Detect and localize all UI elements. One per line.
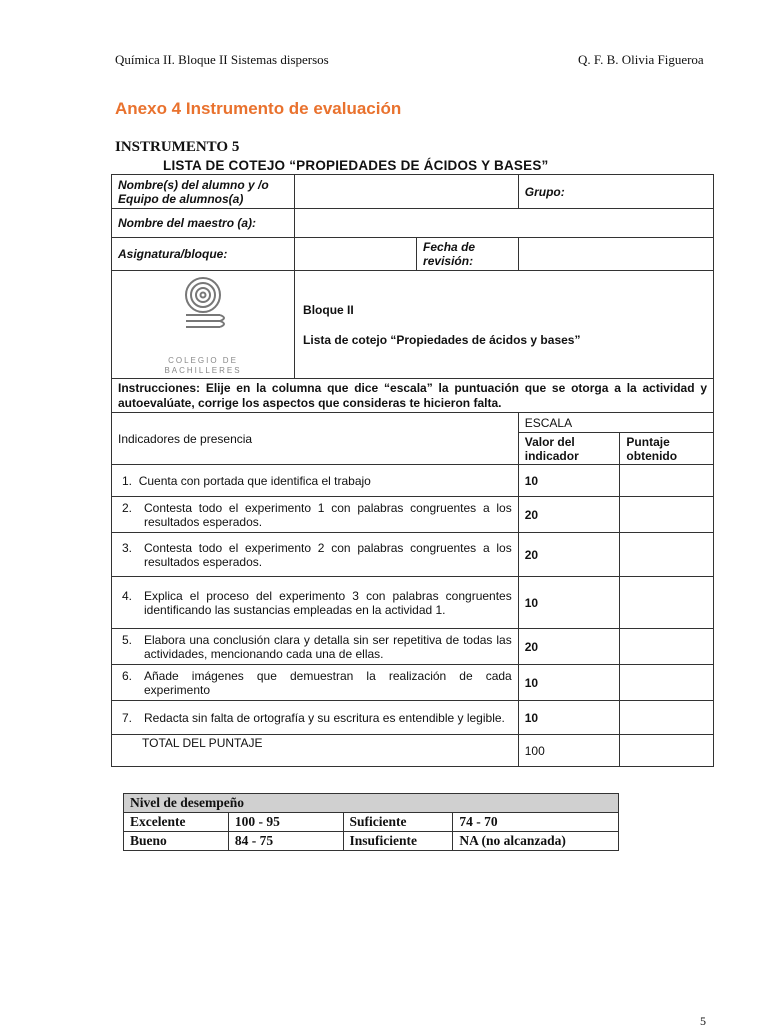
indicator-value: 20: [518, 497, 620, 533]
teacher-label: Nombre del maestro (a):: [112, 209, 295, 238]
indicator-text: [112, 701, 519, 735]
date-field[interactable]: [518, 238, 713, 271]
student-label: Nombre(s) del alumno y /o Equipo de alumnos(a): [112, 175, 295, 209]
indicator-value: 10: [518, 701, 620, 735]
level-range: NA (no alcanzada): [453, 832, 619, 851]
indicator-value: 10: [518, 577, 620, 629]
performance-row: [124, 813, 619, 832]
indicator-number: 6.: [122, 668, 133, 683]
performance-title: Nivel de desempeño: [124, 794, 619, 813]
indicator-desc: Contesta todo el experimento 1 con palabras congruentes a los resultados esperados.: [144, 500, 512, 529]
indicators-header: Indicadores de presencia: [112, 413, 519, 465]
indicator-score[interactable]: [620, 533, 714, 577]
total-value: 100: [518, 735, 620, 767]
indicator-score[interactable]: [620, 497, 714, 533]
level-range: 84 - 75: [228, 832, 343, 851]
performance-table: [123, 793, 619, 851]
indicator-number: 5.: [122, 632, 133, 647]
indicator-text: [112, 533, 519, 577]
indicator-row: [112, 465, 714, 497]
indicator-desc: Explica el proceso del experimento 3 con palabras congruentes identificando las sustancias empleadas en la actividad 1.: [144, 588, 512, 617]
level-name: Insuficiente: [343, 832, 453, 851]
scale-header-row: [112, 413, 714, 433]
indicator-text: [112, 465, 519, 497]
instrument-title: INSTRUMENTO 5: [115, 139, 240, 155]
score-header: Puntaje obtenido: [620, 433, 714, 465]
block-label: Bloque II: [303, 302, 354, 317]
indicator-score[interactable]: [620, 665, 714, 701]
logo-row: [112, 271, 714, 379]
indicator-text: [112, 577, 519, 629]
level-range: 100 - 95: [228, 813, 343, 832]
value-header: Valor del indicador: [518, 433, 620, 465]
colegio-logo-icon: [148, 273, 258, 353]
header-right: Q. F. B. Olivia Figueroa: [578, 52, 704, 67]
total-label: TOTAL DEL PUNTAJE: [112, 735, 519, 767]
level-name: Suficiente: [343, 813, 453, 832]
checklist-table: [111, 174, 714, 767]
page-number: 5: [700, 1014, 706, 1028]
indicator-number: 4.: [122, 588, 133, 603]
checklist-label: Lista de cotejo “Propiedades de ácidos y bases”: [303, 332, 581, 347]
level-name: Bueno: [124, 832, 229, 851]
indicator-value: 20: [518, 533, 620, 577]
indicator-number: 7.: [122, 710, 133, 725]
indicator-score[interactable]: [620, 465, 714, 497]
subject-field[interactable]: [295, 238, 417, 271]
indicator-row: [112, 629, 714, 665]
total-score[interactable]: [620, 735, 714, 767]
indicator-text: [112, 497, 519, 533]
indicator-number: 1.: [122, 473, 133, 488]
checklist-title: LISTA DE COTEJO “PROPIEDADES DE ÁCIDOS Y BASES”: [163, 158, 549, 173]
total-row: [112, 735, 714, 767]
indicator-desc: Cuenta con portada que identifica el trabajo: [138, 473, 371, 488]
indicator-row: [112, 701, 714, 735]
indicator-score[interactable]: [620, 629, 714, 665]
indicator-desc: Redacta sin falta de ortografía y su escritura es entendible y legible.: [144, 710, 505, 725]
student-field[interactable]: [295, 175, 519, 209]
teacher-field[interactable]: [295, 209, 714, 238]
indicator-value: 20: [518, 629, 620, 665]
block-info-cell: [295, 271, 714, 379]
teacher-row: [112, 209, 714, 238]
indicator-row: [112, 577, 714, 629]
performance-header-row: [124, 794, 619, 813]
instructions: Instrucciones: Elije en la columna que dice “escala” la puntuación que se otorga a la actividad y autoevalúate, corrige los aspectos que consideras te hicieron falta.: [112, 379, 714, 413]
indicator-desc: Añade imágenes que demuestran la realización de cada experimento: [144, 668, 512, 697]
indicator-text: [112, 665, 519, 701]
indicator-row: [112, 533, 714, 577]
scale-header: ESCALA: [518, 413, 713, 433]
indicator-text: [112, 629, 519, 665]
subject-row: [112, 238, 714, 271]
subject-label: Asignatura/bloque:: [112, 238, 295, 271]
annex-title: Anexo 4 Instrumento de evaluación: [115, 99, 402, 118]
level-name: Excelente: [124, 813, 229, 832]
indicator-desc: Contesta todo el experimento 2 con palabras congruentes a los resultados esperados.: [144, 540, 512, 569]
header-left: Química II. Bloque II Sistemas dispersos: [115, 52, 329, 67]
performance-row: [124, 832, 619, 851]
date-label: Fecha de revisión:: [417, 238, 519, 271]
group-label[interactable]: Grupo:: [518, 175, 713, 209]
indicator-value: 10: [518, 665, 620, 701]
indicator-score[interactable]: [620, 577, 714, 629]
indicator-row: [112, 665, 714, 701]
indicator-value: 10: [518, 465, 620, 497]
instructions-row: [112, 379, 714, 413]
indicator-desc: Elabora una conclusión clara y detalla sin ser repetitiva de todas las actividades, mencionando cada una de ellas.: [144, 632, 512, 661]
indicator-score[interactable]: [620, 701, 714, 735]
logo-text: COLEGIO DE BACHILLERES: [164, 356, 242, 375]
logo-cell: [112, 271, 295, 379]
indicator-row: [112, 497, 714, 533]
indicator-number: 2.: [122, 500, 133, 515]
indicator-number: 3.: [122, 540, 133, 555]
student-row: [112, 175, 714, 209]
level-range: 74 - 70: [453, 813, 619, 832]
